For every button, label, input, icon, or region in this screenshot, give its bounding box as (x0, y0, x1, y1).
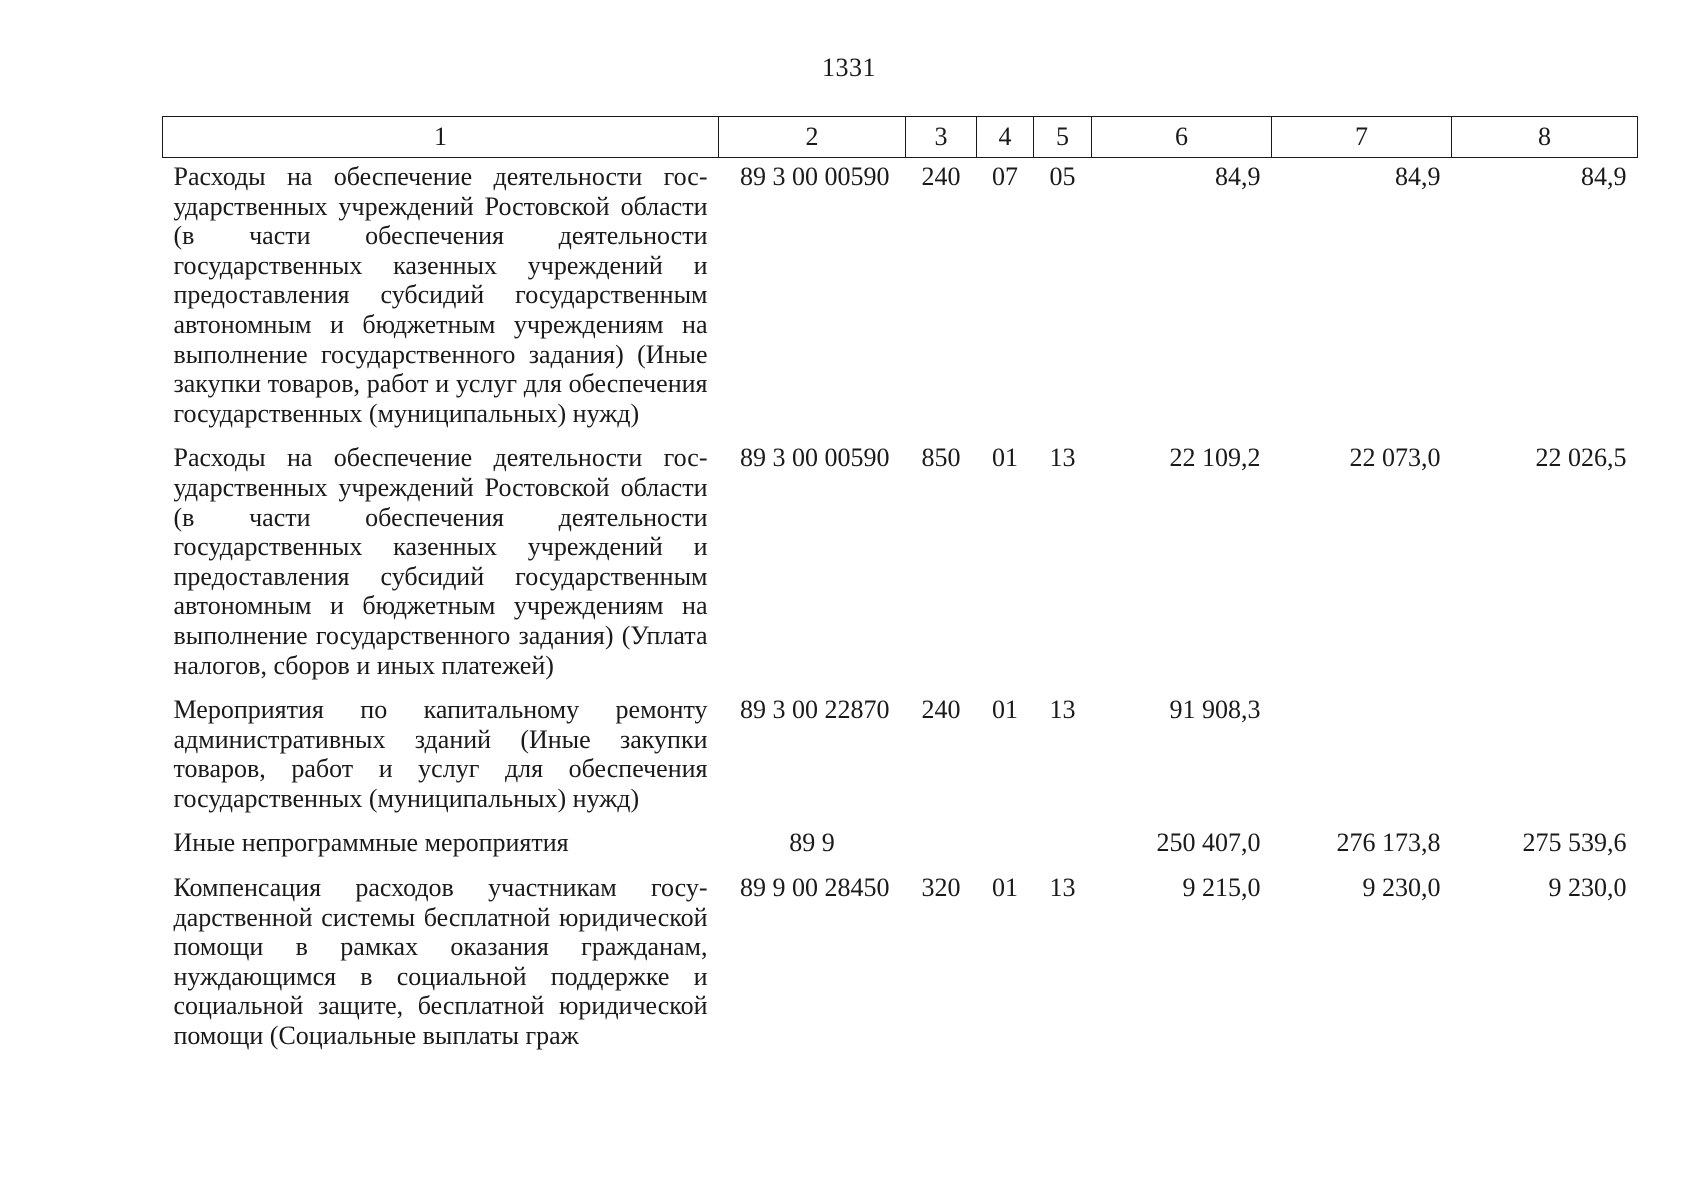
header-col-3: 3 (906, 117, 977, 158)
header-row (163, 117, 1638, 158)
row-amount-year-2: 84,9 (1395, 162, 1441, 191)
row-section: 01 (992, 695, 1018, 725)
row-amount-year-3: 9 230,0 (1548, 873, 1627, 903)
budget-table (162, 116, 1638, 1062)
table-row (163, 824, 1638, 869)
table-body (163, 158, 1638, 1062)
row-expense-type (906, 824, 977, 869)
row-section: 07 (992, 162, 1018, 191)
header-col-5: 5 (1034, 117, 1092, 158)
row-amount-year-1: 91 908,3 (1169, 695, 1261, 725)
row-description: Мероприятия по капитальному ремонту административных зданий (Иные закупки товаров, работ и услуг для обеспечения государственных (муниципальных) нужд) (173, 695, 708, 813)
row-amount-year-3: 84,9 (1581, 162, 1627, 191)
row-target-code: 89 3 00 22870 (740, 695, 890, 725)
row-subsection: 13 (1049, 695, 1076, 725)
header-col-8: 8 (1452, 117, 1638, 158)
header-col-1: 1 (163, 117, 719, 158)
row-description: Компенсация расходов участникам государственной системы бесплатной юридической помощи в рамках оказания гражданам, нуждающимся в социальной поддержке и социальной защите, бесплатной юридической помощи (Социальные выплаты граж (173, 873, 708, 1051)
row-target-code: 89 3 00 00590 (740, 443, 890, 473)
row-description: Расходы на обеспечение деятельности государственных учреждений Ростовской области (в части обеспечения деятельности государственных казенных учреждений и предоставления субсидий государственным автономным и бюджетным учреждениям на выполнение государственного задания) (Иные закупки товаров, работ и услуг для обеспечения государственных (муниципальных) нужд) (173, 162, 708, 428)
row-expense-type: 850 (921, 443, 961, 473)
table-row (163, 691, 1638, 824)
row-section: 01 (992, 443, 1018, 473)
row-amount-year-2 (1272, 691, 1452, 824)
row-amount-year-3: 22 026,5 (1535, 443, 1627, 473)
header-col-4: 4 (977, 117, 1034, 158)
table-row (163, 869, 1638, 1062)
row-description: Иные непрограммные мероприятия (173, 828, 569, 858)
row-subsection: 13 (1049, 443, 1076, 473)
row-amount-year-2: 9 230,0 (1362, 873, 1441, 903)
table-header (163, 117, 1638, 158)
row-target-code: 89 3 00 00590 (740, 162, 890, 191)
row-amount-year-2: 276 173,8 (1336, 828, 1441, 858)
header-col-6: 6 (1092, 117, 1272, 158)
table-row (163, 158, 1638, 440)
row-section (977, 824, 1034, 869)
row-section: 01 (992, 873, 1018, 903)
row-expense-type: 320 (921, 873, 961, 903)
header-col-7: 7 (1272, 117, 1452, 158)
row-amount-year-1: 84,9 (1215, 162, 1261, 191)
row-description: Расходы на обеспечение деятельности государственных учреждений Ростовской области (в части обеспечения деятельности государственных казенных учреждений и предоставления субсидий государственным автономным и бюджетным учреждениям на выполнение государственного задания) (Уплата налогов, сборов и иных платежей) (173, 443, 708, 680)
row-subsection (1034, 824, 1092, 869)
table-row (163, 439, 1638, 691)
row-subsection: 13 (1049, 873, 1076, 903)
row-amount-year-3 (1452, 691, 1638, 824)
row-target-code: 89 9 00 28450 (740, 873, 890, 903)
page-number: 1331 (822, 53, 876, 82)
row-subsection: 05 (1049, 162, 1076, 191)
row-amount-year-1: 9 215,0 (1182, 873, 1261, 903)
row-expense-type: 240 (921, 695, 961, 725)
row-amount-year-1: 250 407,0 (1156, 828, 1261, 858)
row-expense-type: 240 (921, 162, 961, 191)
row-amount-year-2: 22 073,0 (1349, 443, 1441, 473)
row-amount-year-1: 22 109,2 (1169, 443, 1261, 473)
header-col-2: 2 (719, 117, 906, 158)
row-target-code: 89 9 (789, 828, 835, 858)
row-amount-year-3: 275 539,6 (1522, 828, 1627, 858)
